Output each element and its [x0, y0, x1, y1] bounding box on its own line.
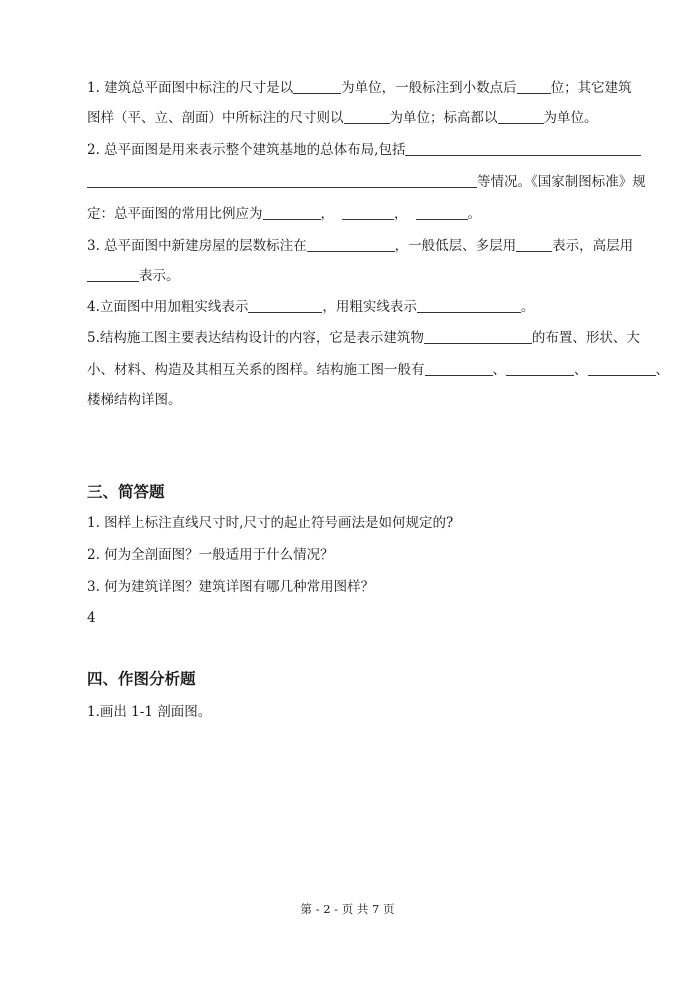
separator: 、 — [574, 362, 588, 378]
question-5-text-b: 的布置、形状、大 — [531, 330, 640, 346]
section-3-question-2: 2. 何为全剖面图？一般适用于什么情况？ — [87, 547, 334, 563]
section-3-title: 三、简答题 — [87, 482, 165, 501]
question-2-line-3 — [87, 204, 665, 224]
blank-structure-drawing-2 — [506, 361, 574, 376]
question-3-text-c: 表示，高层用 — [552, 238, 634, 254]
blank-unit-site-plan — [293, 79, 341, 94]
page-footer: 第 - 2 - 页 共 7 页 — [300, 902, 395, 916]
question-5-line-1 — [87, 328, 665, 348]
section-3-question-1: 1. 图样上标注直线尺寸时,尺寸的起止符号画法是如何规定的? — [87, 515, 454, 531]
question-1-line-1 — [87, 78, 665, 98]
question-3-text-b: ，一般低层、多层用 — [394, 238, 517, 254]
question-3-text-d: 表示。 — [139, 268, 180, 284]
question-4-line — [87, 297, 665, 317]
question-1-line-2 — [87, 108, 665, 128]
blank-high-rise-notation — [87, 267, 139, 282]
section-3-question-4: 4 — [87, 610, 96, 626]
separator: ， — [320, 206, 334, 222]
question-1-text-a: 1. 建筑总平面图中标注的尺寸是以 — [87, 80, 294, 96]
question-4-text-a: 4.立面图中用加粗实线表示 — [87, 299, 249, 315]
question-5-text-d: 楼梯结构详图。 — [87, 392, 182, 408]
question-2-text-a: 2. 总平面图是用来表示整个建筑基地的总体布局,包括 — [87, 142, 406, 158]
question-1-text-f: 为单位。 — [543, 110, 598, 126]
question-5-line-3 — [87, 390, 665, 410]
separator: 、 — [655, 362, 669, 378]
question-2-line-2 — [87, 172, 665, 192]
blank-site-plan-contents-cont — [87, 173, 477, 188]
question-5-text-c: 小、材料、构造及其相互关系的图样。结构施工图一般有 — [87, 362, 425, 378]
blank-structure-members — [424, 329, 532, 344]
blank-unit-drawings — [344, 109, 390, 124]
blank-decimal-places — [517, 79, 551, 94]
question-3-line-1 — [87, 236, 665, 256]
blank-extra-thick-line — [248, 298, 322, 313]
question-1-text-c: 位；其它建筑 — [550, 80, 632, 96]
blank-low-rise-notation — [516, 237, 552, 252]
period: 。 — [467, 206, 481, 222]
section-4-question-1: 1.画出 1-1 剖面图。 — [87, 704, 212, 720]
question-2-text-c: 定：总平面图的常用比例应为 — [87, 206, 263, 222]
question-1-text-e: 为单位；标高都以 — [389, 110, 498, 126]
question-2-text-b: 等情况。《国家制图标准》规 — [477, 174, 646, 190]
section-3-question-3: 3. 何为建筑详图？建筑详图有哪几种常用图样？ — [87, 579, 375, 595]
question-5-line-2 — [87, 360, 669, 380]
blank-structure-drawing-1 — [425, 361, 493, 376]
question-1-text-b: 为单位，一般标注到小数点后 — [341, 80, 517, 96]
blank-site-plan-contents — [405, 141, 641, 156]
separator: 、 — [492, 362, 506, 378]
blank-scale-1 — [263, 205, 321, 220]
blank-unit-elevation — [498, 109, 544, 124]
blank-scale-2 — [342, 205, 394, 220]
section-4-title: 四、作图分析题 — [87, 669, 196, 688]
blank-floor-position — [307, 237, 395, 252]
blank-scale-3 — [416, 205, 468, 220]
separator: ， — [394, 206, 408, 222]
question-1-text-d: 图样（平、立、剖面）中所标注的尺寸则以 — [87, 110, 344, 126]
question-5-text-a: 5.结构施工图主要表达结构设计的内容，它是表示建筑物 — [87, 330, 424, 346]
question-4-text-b: ，用粗实线表示 — [322, 299, 417, 315]
question-3-text-a: 3. 总平面图中新建房屋的层数标注在 — [87, 238, 307, 254]
question-2-line-1 — [87, 140, 665, 160]
blank-thick-line — [417, 298, 521, 313]
question-3-line-2 — [87, 266, 665, 286]
period: 。 — [520, 299, 535, 315]
blank-structure-drawing-3 — [588, 361, 656, 376]
